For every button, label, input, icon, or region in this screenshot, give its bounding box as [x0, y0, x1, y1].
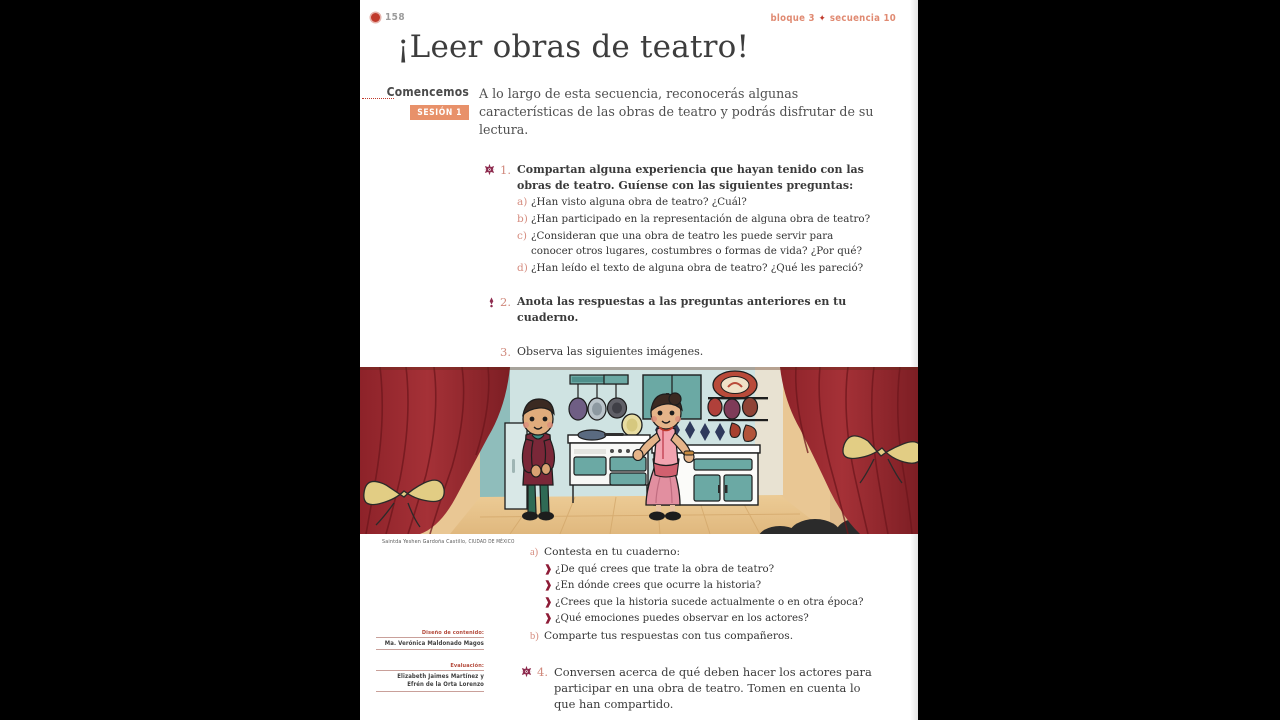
folio — [371, 12, 405, 23]
activity-item-3 — [482, 344, 862, 360]
header-breadcrumb — [771, 13, 897, 24]
activity-item-4 — [515, 664, 875, 713]
sub-item-text: ¿Consideran que una obra de teatro les puede servir para conocer otros lugares, costumbres o formas de vida? ¿Por qué? — [531, 229, 863, 258]
colophon-credits — [376, 630, 484, 692]
question-text: ¿En dónde crees que ocurre la historia? — [555, 580, 762, 592]
section-marker — [360, 85, 480, 120]
dotted-leader-line — [362, 98, 394, 99]
colophon-eval-heading: Evaluación: — [376, 663, 484, 671]
textbook-page — [360, 0, 918, 720]
arrow-bullet-icon: ❱ — [544, 580, 553, 592]
activity-number-1: 1. — [500, 163, 511, 177]
sub-item — [517, 195, 878, 211]
question-text: ¿De qué crees que trate la obra de teatro? — [555, 563, 775, 575]
activity-item-2 — [482, 294, 862, 325]
sub-item-label: a) — [517, 196, 528, 209]
arrow-bullet-icon: ❱ — [544, 613, 553, 625]
question-item — [544, 578, 880, 595]
colophon-divider — [376, 691, 484, 692]
folio-number: 158 — [385, 12, 405, 23]
sub-item — [517, 212, 878, 228]
question-item — [544, 595, 880, 612]
activity-text-1: Compartan alguna experiencia que hayan tenido con las obras de teatro. Guíense con las siguientes preguntas: — [517, 163, 864, 192]
sub-item-text: ¿Han participado en la representación de alguna obra de teatro? — [531, 212, 871, 225]
question-list — [544, 562, 880, 628]
lower-label-b: b) — [530, 630, 539, 642]
lower-text-b: Comparte tus respuestas con tus compañeros. — [544, 629, 794, 642]
colophon-spacer — [376, 650, 484, 663]
sub-item-text: ¿Han leído el texto de alguna obra de teatro? ¿Qué les pareció? — [531, 261, 864, 274]
header-sequence-label: secuencia 10 — [829, 13, 896, 24]
stage-illustration — [360, 367, 918, 534]
sub-item-text: ¿Han visto alguna obra de teatro? ¿Cuál? — [531, 196, 747, 209]
activity-number-3: 3. — [500, 345, 511, 359]
folio-dot-icon — [371, 13, 380, 22]
group-work-star-icon — [515, 664, 537, 713]
lower-item-a — [530, 545, 880, 561]
question-item — [544, 562, 880, 579]
lower-item-b — [530, 629, 880, 645]
colophon-eval-name-1: Elizabeth Jaimes Martínez y — [397, 672, 484, 680]
sub-item — [517, 229, 878, 260]
sub-item-label: b) — [517, 212, 528, 225]
activity-number-4: 4. — [537, 665, 548, 679]
activity-item-1 — [478, 162, 878, 277]
activity-text-3: Observa las siguientes imágenes. — [517, 345, 704, 358]
credit-place: CIUDAD DE MÉXICO — [468, 540, 515, 545]
question-text: ¿Crees que la historia sucede actualmente o en otra época? — [555, 596, 864, 608]
activity-number-2: 2. — [500, 295, 511, 309]
question-item — [544, 611, 880, 628]
question-text: ¿Qué emociones puedes observar en los actores? — [555, 613, 809, 625]
activity-text-4: Conversen acerca de qué deben hacer los actores para participar en una obra de teatro. Tomen en cuenta lo que han compartido. — [554, 665, 872, 712]
session-badge: SESIÓN 1 — [410, 105, 469, 120]
intro-paragraph: A lo largo de esta secuencia, reconocerás algunas características de las obras de teatro y podrás disfrutar de su lectura. — [479, 86, 874, 137]
arrow-bullet-icon: ❱ — [544, 563, 553, 575]
header-separator-icon: ✦ — [818, 13, 826, 24]
section-label: Comencemos — [386, 85, 469, 99]
activity-text-2: Anota las respuestas a las preguntas anteriores en tu cuaderno. — [517, 295, 847, 324]
activity-sublist-1 — [517, 195, 878, 276]
colophon-eval-name-2: Efrén de la Orta Lorenzo — [407, 681, 484, 689]
credit-author: Saintda Yeshen Gardoña Castillo, — [382, 539, 467, 545]
sub-item-label: d) — [517, 261, 528, 274]
group-work-star-icon — [478, 162, 500, 277]
colophon-design-heading: Diseño de contenido: — [376, 630, 484, 638]
activity-icon-placeholder — [482, 344, 500, 360]
lower-text-a: Contesta en tu cuaderno: — [544, 546, 681, 558]
arrow-bullet-icon: ❱ — [544, 596, 553, 608]
page-header — [360, 12, 918, 28]
sub-item — [517, 261, 878, 277]
sub-item-label: c) — [517, 229, 527, 242]
header-block-label: bloque 3 — [770, 13, 815, 24]
page-title: ¡Leer obras de teatro! — [397, 29, 750, 65]
lower-label-a: a) — [530, 547, 539, 558]
page-edge-shadow — [910, 0, 918, 720]
lower-question-block — [530, 545, 880, 645]
individual-work-dot-icon — [482, 294, 500, 325]
colophon-design-name: Ma. Verónica Maldonado Magos — [384, 639, 484, 647]
illustration-credit — [382, 539, 515, 545]
activity-content-1 — [517, 162, 878, 277]
